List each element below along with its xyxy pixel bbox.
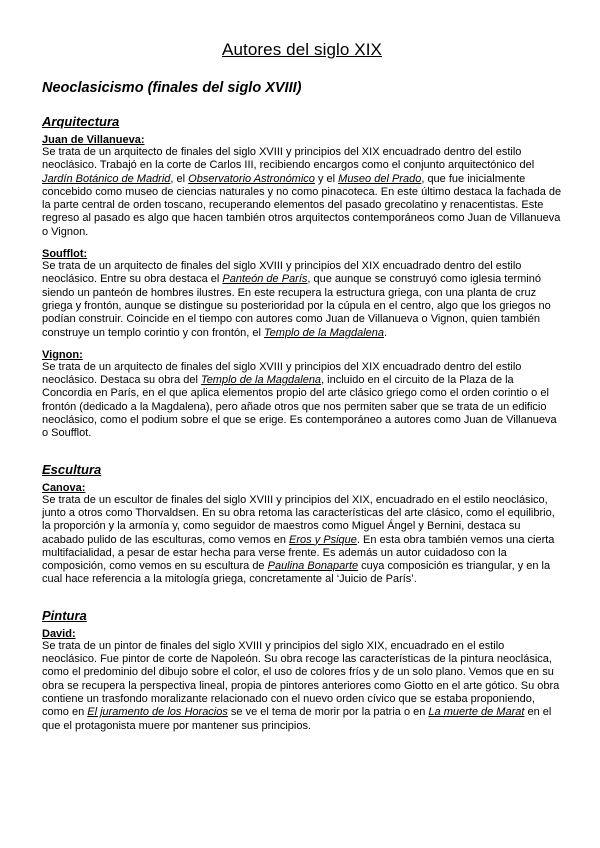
work-link-museo-prado: Museo del Prado: [338, 172, 422, 185]
author-name-david: David:: [42, 627, 76, 640]
section-heading-arquitectura: Arquitectura: [42, 114, 120, 129]
document-title: Autores del siglo XIX: [222, 40, 382, 59]
section-heading-pintura: Pintura: [42, 607, 87, 623]
work-link-juramento-horacios: El juramento de los Horacios: [87, 706, 228, 719]
work-link-panteon-paris: Panteón de París: [222, 273, 308, 286]
author-text-canova: Se trata de un escultor de finales del siglo XVIII y principios del XIX, encuadrado en el estilo neoclásico, junto a otros como Thorvaldsen. En su obra retoma las características del arte clásico, como el equilibrio, la proporción y la armonía y, como seguidor de maestros como Miguel Ángel y Bernini, destaca su acabado pulido de las esculturas, como vemos en Eros y Psique. En esta obra también vemos una cierta multifacialidad, a pesar de estar hecha para verse frente. Es además un autor cuidadoso con la composición, como vemos en su escultura de Paulina Bonaparte cuya composición es triangular, y en la cual hace referencia a la mitología griega, concretamente al ‘Juicio de París’.: [42, 493, 555, 586]
work-link-templo-magdalena: Templo de la Magdalena: [263, 326, 385, 339]
work-link-jardin-botanico: Jardín Botánico de Madrid: [42, 172, 171, 185]
work-link-muerte-marat: La muerte de Marat: [428, 706, 525, 719]
author-text-vignon: Se trata de un arquitecto de finales del siglo XVIII y principios del XIX encuadrado dentro del estilo neoclásico. Destaca su obra del Templo de la Magdalena, incluido en el circuito de la Plaza de la Concordia en París, en el que aplica elementos propio del arte clásico griego como el orden corintio o el frontón (dedicado a la Magdalena), pero añade otros que nos permiten saber que se trata de un edificio neoclásico, como el podium sobre el que se erige. Es contemporáneo a autores como Juan de Villanueva o Soufflot.: [42, 360, 557, 440]
work-link-eros-psique: Eros y Psique: [289, 533, 357, 546]
work-link-paulina-bonaparte: Paulina Bonaparte: [267, 560, 359, 573]
period-heading: Neoclasicismo (finales del siglo XVIII): [42, 80, 302, 96]
work-link-observatorio: Observatorio Astronómico: [188, 172, 315, 185]
author-name-vignon: Vignon:: [42, 348, 83, 361]
section-heading-escultura: Escultura: [42, 461, 102, 477]
document-page: [42, 40, 562, 733]
author-name-canova: Canova:: [42, 481, 86, 494]
author-text-david: Se trata de un pintor de finales del siglo XVIII y principios del siglo XIX, encuadrado en el estilo neoclásico. Fue pintor de corte de Napoleón. Su obra recoge las características de la pintura neoclásica, como el predominio del dibujo sobre el color, el uso de colores fríos y de un solo plano. Vemos que en su obra se recupera la perspectiva lineal, propia de pintores anteriores como Giotto en el arte gótico. Su obra contiene un trasfondo moralizante relacionado con el nuevo orden cívico que se estaba proponiendo, como en El juramento de los Horacios se ve el tema de morir por la patria o en La muerte de Marat en el que el protagonista muere por mantener sus principios.: [42, 639, 560, 732]
author-text-soufflot: Se trata de un arquitecto de finales del siglo XVIII y principios del XIX encuadrado dentro del estilo neoclásico. Entre su obra destaca el Panteón de París, que aunque se construyó como iglesia terminó siendo un panteón de hombres ilustres. En este recupera la estructura griega, con una planta de cruz griega y frontón, aunque se distingue su posterioridad por la cúpula en el centro, algo que los griegos no podían construir. Coincide en el tiempo con autores como Juan de Villanueva o Vignon, quien también construye un templo corintio y con frontón, el Templo de la Magdalena.: [42, 260, 551, 339]
author-name-villanueva: Juan de Villanueva:: [42, 134, 145, 146]
author-name-soufflot: Soufflot:: [42, 248, 88, 261]
author-text-villanueva: Se trata de un arquitecto de finales del siglo XVIII y principios del XIX encuadrado dentro del estilo neoclásico. Trabajó en la corte de Carlos III, recibiendo encargos como el conjunto arquitectónico del Jardín Botánico de Madrid, el Observatorio Astronómico y el Museo del Prado, que fue inicialmente concebido como museo de ciencias naturales y no como pinacoteca. En este último destaca la fachada de la parte central de orden toscano, recuperando elementos del pasado grecolatino y renacentistas. Este regreso al pasado es algo que hacen también otros arquitectos contemporáneos como Juan de Villanueva o Vignon.: [42, 146, 562, 238]
work-link-templo-magdalena: Templo de la Magdalena: [200, 374, 322, 387]
